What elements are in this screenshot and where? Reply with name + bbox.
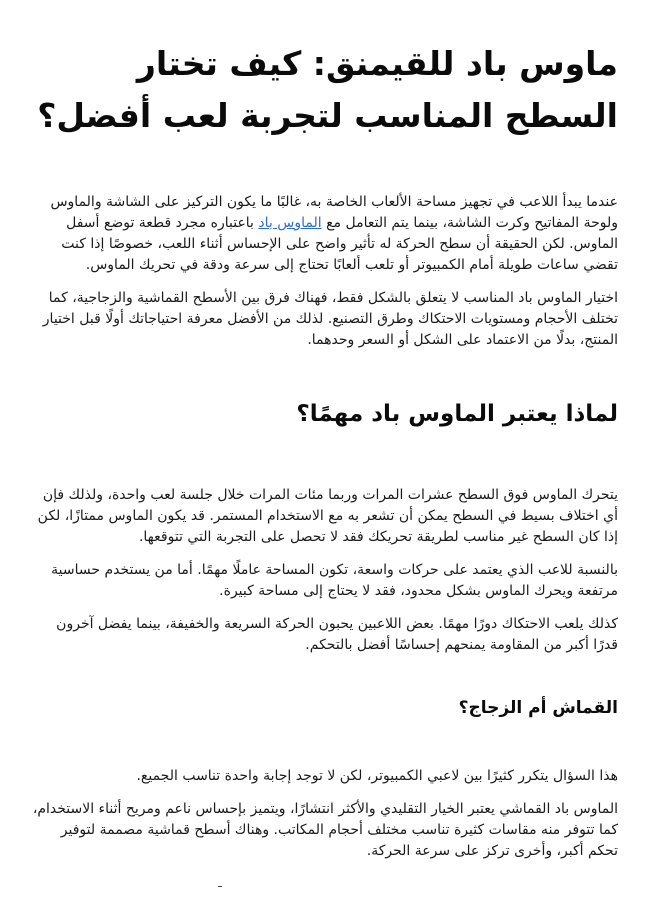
section1-paragraph-2: بالنسبة للاعب الذي يعتمد على حركات واسعة، تكون المساحة عاملًا مهمًا. أما من يستخدم حساسية مرتفعة ويحرك الماوس بشكل محدود، فقد لا يحتاج إلى مساحة كبيرة. xyxy=(51,562,618,599)
intro-text-after-link: باعتباره مجرد قطعة توضع أسفل الماوس. لكن الحقيقة أن سطح الحركة له تأثير واضح على الإحساس أثناء اللعب، خصوصًا إذا كنت تقضي ساعات طويلة أمام الكمبيوتر أو تلعب ألعابًا تحتاج إلى سرعة ودقة في تحريك الماوس. xyxy=(61,215,618,273)
section-heading-why-important: لماذا يعتبر الماوس باد مهمًا؟ xyxy=(296,401,618,427)
article-title xyxy=(32,38,618,142)
section-heading-cloth-or-glass: القماش أم الزجاج؟ xyxy=(458,698,618,718)
section1-paragraph-3: كذلك يلعب الاحتكاك دورًا مهمًا. بعض اللاعبين يحبون الحركة السريعة والخفيفة، بينما يفضل آخرون قدرًا أكبر من المقاومة يمنحهم إحساسًا أفضل بالتحكم. xyxy=(56,616,618,653)
section2-paragraph-1: هذا السؤال يتكرر كثيرًا بين لاعبي الكمبيوتر، لكن لا توجد إجابة واحدة تناسب الجميع. xyxy=(136,768,618,784)
section1-paragraph-1: يتحرك الماوس فوق السطح عشرات المرات وربما مئات المرات خلال جلسة لعب واحدة، ولذلك فإن أي اختلاف بسيط في السطح يمكن أن تشعر به مع الاستخدام المستمر. قد يكون الماوس ممتازًا، لكن إذا كان السطح غير مناسب لطريقة تحريكك فقد لا تحصل على التجربة التي تتوقعها. xyxy=(37,487,618,545)
page-cut-mark xyxy=(218,886,222,887)
article-title-line-1: ماوس باد للقيمنق: كيف تختار xyxy=(136,44,618,83)
mousepad-link[interactable]: الماوس باد xyxy=(258,215,322,231)
section2-paragraph-2: الماوس باد القماشي يعتبر الخيار التقليدي والأكثر انتشارًا، ويتميز بإحساس ناعم ومريح أثناء الاستخدام، كما تتوفر منه مقاسات كثيرة تناسب مختلف أحجام المكاتب. وهناك أسطح قماشية مصممة لتوفير تحكم أكبر، وأخرى تركز على سرعة الحركة. xyxy=(32,801,618,859)
intro-text-before-link: عندما يبدأ اللاعب في تجهيز مساحة الألعاب الخاصة به، غالبًا ما يكون التركيز على الشاشة والماوس ولوحة المفاتيح وكرت الشاشة، بينما يتم التعامل مع xyxy=(50,194,618,231)
intro-paragraph-1 xyxy=(32,192,618,276)
intro-paragraph-2: اختيار الماوس باد المناسب لا يتعلق بالشكل فقط، فهناك فرق بين الأسطح القماشية والزجاجية، كما تختلف الأحجام ومستويات الاحتكاك وطرق التصنيع. لذلك من الأفضل معرفة احتياجاتك أولًا قبل اختيار المنتج، بدلًا من الاعتماد على الشكل أو السعر وحدهما. xyxy=(42,290,618,348)
article-title-line-2: السطح المناسب لتجربة لعب أفضل؟ xyxy=(37,96,618,135)
